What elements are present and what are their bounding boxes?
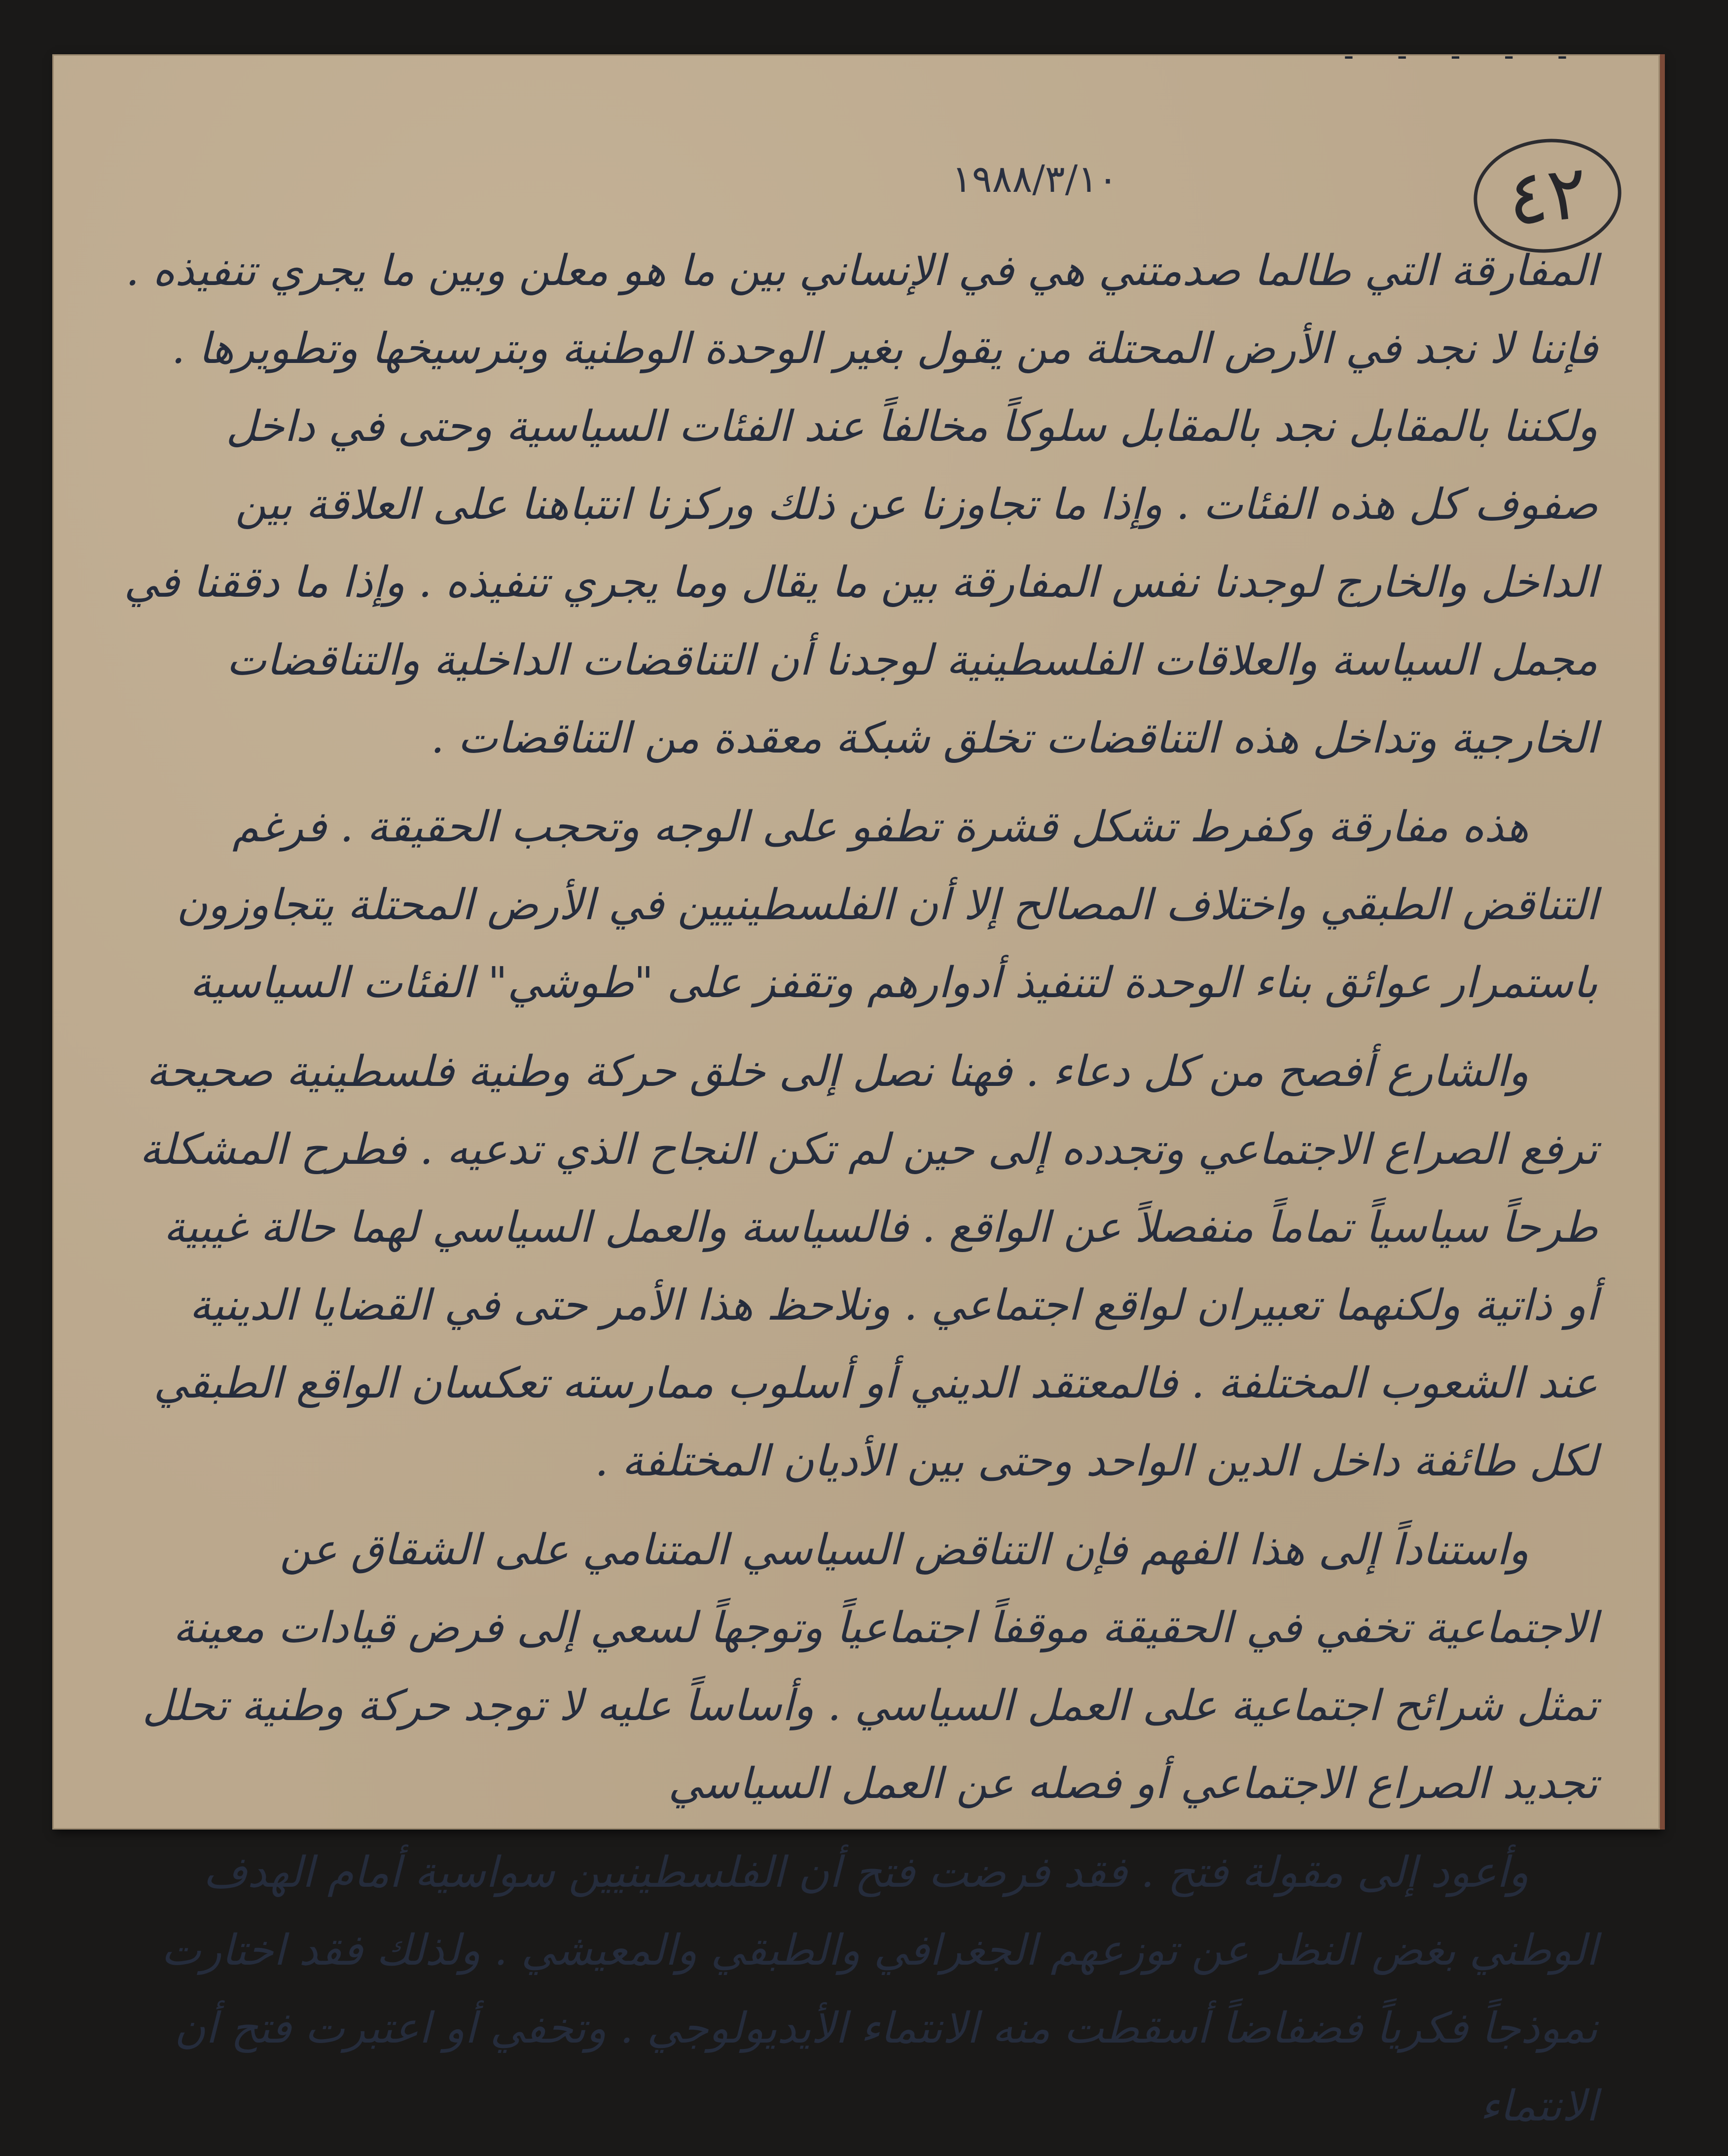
letter-body — [123, 232, 1598, 2156]
paragraph-4: واستناداً إلى هذا الفهم فإن التناقض السياسي المتنامي على الشقاق عن الاجتماعية تخفي في الحقيقة موقفاً اجتماعياً وتوجهاً لسعي إلى فرض قيادات معينة تمثل شرائح اجتماعية على العمل السياسي . وأساساً عليه لا توجد حركة وطنية تحلل تجديد الصراع الاجتماعي أو فصله عن العمل السياسي — [142, 1525, 1598, 1808]
paragraph-1: المفارقة التي طالما صدمتني هي في الإنساني بين ما هو معلن وبين ما يجري تنفيذه . فإننا لا نجد في الأرض المحتلة من يقول بغير الوحدة الوطنية وبترسيخها وتطويرها . ولكننا بالمقابل نجد بالمقابل سلوكاً مخالفاً عند الفئات السياسية وحتى في داخل صفوف كل هذه الفئات . وإذا ما تجاوزنا عن ذلك وركزنا انتباهنا على العلاقة بين الداخل والخارج لوجدنا نفس المفارقة بين ما يقال وما يجري تنفيذه . وإذا ما دققنا في مجمل السياسة والعلاقات الفلسطينية لوجدنا أن التناقضات الداخلية والتناقضات الخارجية وتداخل هذه التناقضات تخلق شبكة معقدة من التناقضات . — [124, 246, 1598, 763]
folder-edge — [1660, 54, 1665, 1830]
paragraph-3: والشارع أفصح من كل دعاء . فهنا نصل إلى خلق حركة وطنية فلسطينية صحيحة ترفع الصراع الاجتماعي وتجدده إلى حين لم تكن النجاح الذي تدعيه . فطرح المشكلة طرحاً سياسياً تماماً منفصلاً عن الواقع . فالسياسة والعمل السياسي لهما حالة غيبية أو ذاتية ولكنهما تعبيران لواقع اجتماعي . ونلاحظ هذا الأمر حتى في القضايا الدينية عند الشعوب المختلفة . فالمعتقد الديني أو أسلوب ممارسته تعكسان الواقع الطبقي لكل طائفة داخل الدين الواحد وحتى بين الأديان المختلفة . — [140, 1047, 1598, 1486]
top-dash-marks: - - - - - — [1339, 38, 1580, 73]
page-number-text: ٤٢ — [1503, 149, 1592, 243]
paragraph-2: هذه مفارقة وكفرط تشكل قشرة تطفو على الوجه وتحجب الحقيقة . فرغم التناقض الطبقي واختلاف المصالح إلا أن الفلسطينيين في الأرض المحتلة يتجاوزون باستمرار عوائق بناء الوحدة لتنفيذ أدوارهم وتقفز على "طوشي" الفئات السياسية — [176, 802, 1598, 1007]
paragraph-5: وأعود إلى مقولة فتح . فقد فرضت فتح أن الفلسطينيين سواسية أمام الهدف الوطني بغض النظر عن توزعهم الجغرافي والطبقي والمعيشي . ولذلك فقد اختارت نموذجاً فكرياً فضفاضاً أسقطت منه الانتماء الأيديولوجي . وتخفي أو اعتبرت فتح أن الانتماء — [161, 1848, 1598, 2131]
letter-date: ١٩٨٨/٣/١٠ — [952, 157, 1118, 201]
